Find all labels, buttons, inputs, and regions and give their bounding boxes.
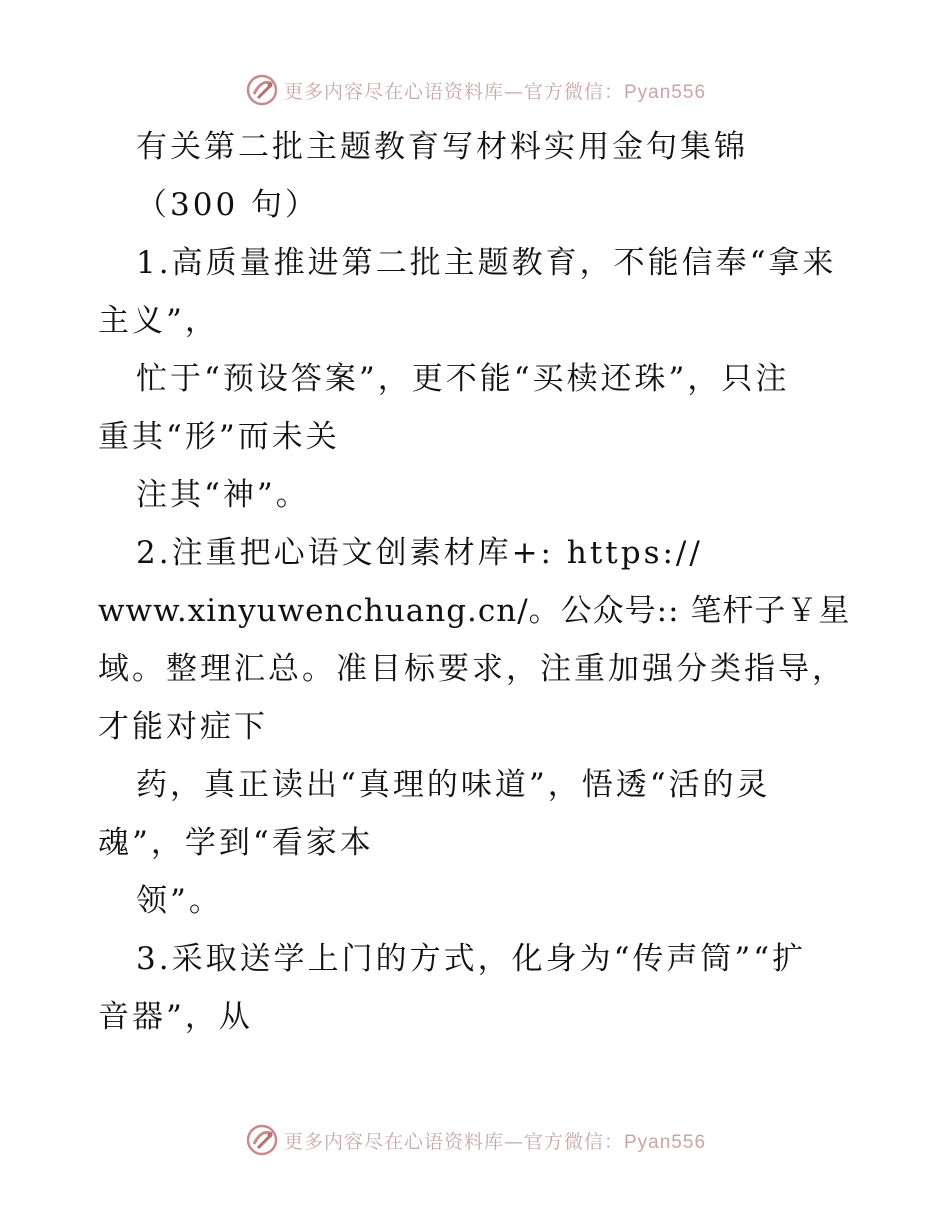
- text-line: 才能对症下: [98, 709, 268, 745]
- logo-icon: [244, 1122, 280, 1158]
- header-watermark: [0, 70, 950, 110]
- text-line: 魂”，学到“看家本: [98, 825, 374, 861]
- text-line: （300 句）: [136, 187, 320, 223]
- footer-watermark: [0, 1120, 950, 1160]
- text-line: 3.采取送学上门的方式，化身为“传声筒”“扩: [136, 941, 807, 977]
- watermark-text: 更多内容尽在心语资料库—官方微信：Pyan556: [283, 80, 707, 103]
- logo-icon: [244, 72, 280, 108]
- text-line: 2.注重把心语文创素材库+: https://: [136, 535, 703, 571]
- text-line: 重其“形”而未关: [98, 419, 340, 455]
- text-line: 药，真正读出“真理的味道”，悟透“活的灵: [136, 767, 771, 803]
- document-body: [98, 118, 858, 1046]
- text-line: 领”。: [136, 883, 223, 919]
- text-line: 主义”，: [98, 303, 219, 339]
- text-line: 注其“神”。: [136, 477, 310, 513]
- text-line: 有关第二批主题教育写材料实用金句集锦: [136, 129, 748, 165]
- text-line: www.xinyuwenchuang.cn/。公众号:: 笔杆子￥星: [98, 593, 851, 629]
- text-line: 1.高质量推进第二批主题教育，不能信奉“拿来: [136, 245, 837, 281]
- text-line: 域。整理汇总。准目标要求，注重加强分类指导，: [98, 651, 846, 687]
- text-line: 忙于“预设答案”，更不能“买椟还珠”，只注: [136, 361, 790, 397]
- watermark-text: 更多内容尽在心语资料库—官方微信：Pyan556: [283, 1130, 707, 1153]
- text-line: 音器”，从: [98, 999, 253, 1035]
